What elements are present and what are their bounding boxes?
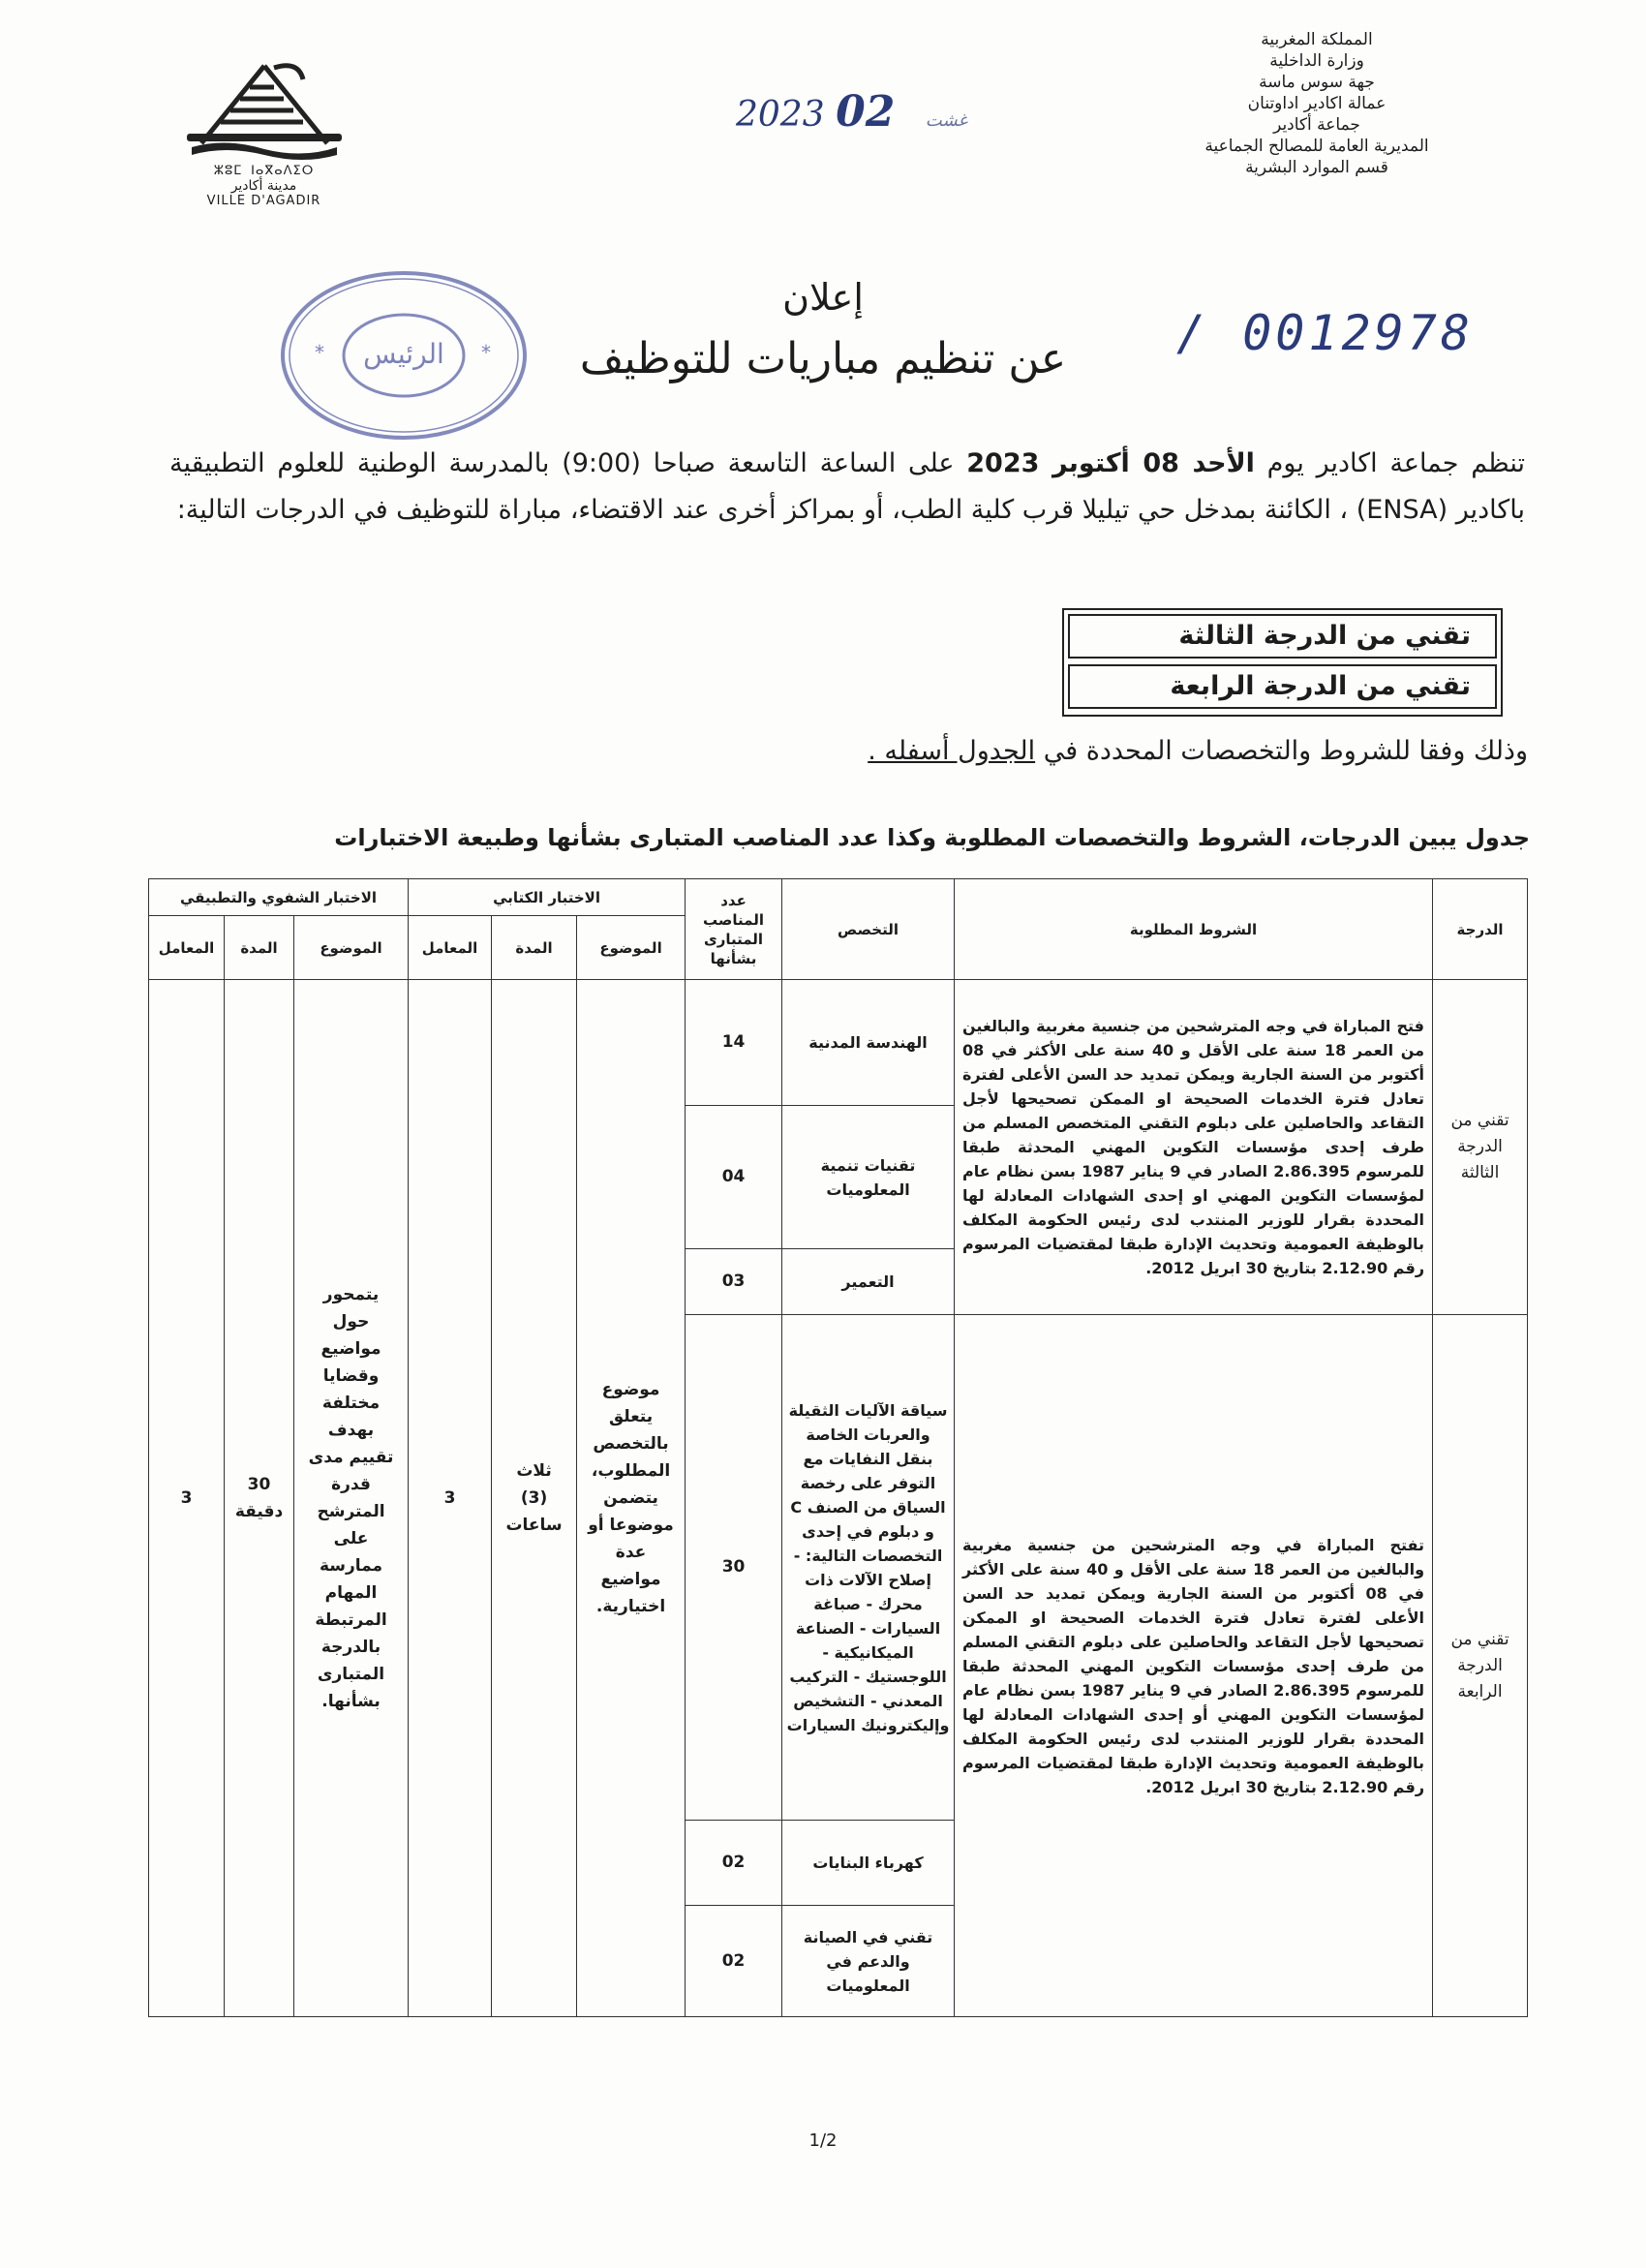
conditions-text: وذلك وفقا للشروط والتخصصات المحددة في — [1035, 736, 1528, 766]
header-written-duration: المدة — [492, 916, 577, 980]
oral-coef: 3 — [149, 980, 225, 2017]
agadir-logo — [179, 58, 349, 208]
grade4-posts: 02 — [686, 1906, 782, 2017]
grade3-specialty: التعمير — [782, 1249, 955, 1315]
grade4-specialty: كهرباء البنايات — [782, 1821, 955, 1906]
header-grade: الدرجة — [1433, 879, 1528, 980]
intro-part2: على الساعة التاسعة صباحا (9:00) بالمدرسة الوطنية للعلوم التطبيقية باكادير (ENSA) ، الكائنة بمدخل حي تيليلا قرب كلية الطب، أو بمراكز أخرى عند الاقتضاء، مباراة للتوظيف في الدرجات التالية: — [169, 448, 1525, 525]
recruitment-table — [148, 878, 1528, 2017]
logo-french: VILLE D'AGADIR — [206, 194, 321, 208]
table-caption: جدول يبين الدرجات، الشروط والتخصصات المطلوبة وكذا عدد المناصب المتبارى بشأنها وطبيعة الاختبارات — [334, 824, 1530, 851]
header-written-test: الاختبار الكتابي — [409, 879, 686, 916]
svg-text:*: * — [315, 341, 324, 364]
header-written-subject: الموضوع — [577, 916, 686, 980]
grade4-posts: 30 — [686, 1315, 782, 1821]
header-conditions: الشروط المطلوبة — [955, 879, 1433, 980]
oral-subject: يتمحور حول مواضيع وقضايا مختلفة بهدف تقييم مدى قدرة المترشح على ممارسة المهام المرتبطة بالدرجة المتبارى بشأنها. — [294, 980, 409, 2017]
grade3-specialty: الهندسة المدنية — [782, 980, 955, 1106]
written-subject: موضوع يتعلق بالتخصص المطلوب، يتضمن موضوعا أو عدة مواضيع اختيارية. — [577, 980, 686, 2017]
header-line: عمالة اكادير اداوتنان — [1247, 94, 1387, 113]
grade3-posts: 03 — [686, 1249, 782, 1315]
page-subtitle: عن تنظيم مباريات للتوظيف — [579, 334, 1067, 383]
conditions-underlined: الجدول أسفله . — [868, 736, 1036, 766]
header-line: جهة سوس ماسة — [1259, 73, 1375, 92]
header-oral-test: الاختبار الشفوي والتطبيقي — [149, 879, 409, 916]
handwritten-year: 2023 — [736, 95, 825, 135]
handwritten-day: 02 — [836, 87, 896, 137]
intro-date: الأحد 08 أكتوبر 2023 — [966, 448, 1255, 478]
header-written-coef: المعامل — [409, 916, 492, 980]
header-line: جماعة أكادير — [1273, 115, 1360, 135]
header-oral-coef: المعامل — [149, 916, 225, 980]
header-line: وزارة الداخلية — [1269, 51, 1364, 71]
svg-text:*: * — [481, 341, 491, 364]
grade3-posts: 14 — [686, 980, 782, 1106]
logo-arabic: مدينة أكادير — [230, 178, 297, 194]
grade3-label: تقني من الدرجة الثالثة — [1433, 980, 1528, 1315]
header-line: المديرية العامة للمصالح الجماعية — [1204, 137, 1429, 156]
grades-box — [1062, 608, 1503, 717]
grade4-specialty: سياقة الآليات الثقيلة والعربات الخاصة بنقل النفايات مع التوفر على رخصة السياق من الصنف C و دبلوم في إحدى التخصصات التالية: - إصلاح الآلات ذات محرك - صباغة السيارات - الصناعة الميكانيكية - اللوجستيك - التركيب المعدني - التشخيص وإليكترونيك السيارات — [782, 1315, 955, 1821]
serial-number: / 0012978 — [1176, 305, 1474, 361]
grade4-posts: 02 — [686, 1821, 782, 1906]
grade-item: تقني من الدرجة الرابعة — [1068, 664, 1497, 709]
header-line: قسم الموارد البشرية — [1245, 158, 1388, 177]
header-specialty: التخصص — [782, 879, 955, 980]
page-number: 1/2 — [808, 2130, 838, 2151]
grade3-posts: 04 — [686, 1106, 782, 1249]
conditions-line — [868, 736, 1528, 766]
header-line: المملكة المغربية — [1261, 30, 1373, 49]
grade4-conditions: تفتح المباراة في وجه المترشحين من جنسية مغربية والبالغين من العمر 18 سنة على الأقل و 40 سنة على الأكثر في 08 أكتوبر من السنة الجارية ويمكن تمديد حد السن الأعلى لفترة تعادل فترة الخدمات الصحيحة او الممكن تصحيحها لأجل التقاعد والحاصلين على دبلوم التقني المسلم من طرف إحدى مؤسسات التكوين المهني المحدثة طبقا للمرسوم 2.86.395 الصادر في 9 يناير 1987 بسن نظام عام لمؤسسات التكوين المهني أو إحدى الشهادات المعادلة لها المحددة بقرار للوزير المنتدب لدى رئيس الحكومة المكلف بالوظيفة العمومية وتحديث الإدارة طبقا لمقتضيات المرسوم رقم 2.12.90 بتاريخ 30 ابريل 2012. — [955, 1315, 1433, 2017]
oral-duration: 30 دقيقة — [225, 980, 294, 2017]
header-posts: عدد المناصب المتبارى بشأنها — [686, 879, 782, 980]
header-oral-duration: المدة — [225, 916, 294, 980]
handwritten-date — [736, 87, 987, 137]
intro-paragraph — [169, 441, 1525, 534]
agadir-logo-icon — [182, 58, 347, 160]
grade3-conditions: فتح المباراة في وجه المترشحين من جنسية مغربية والبالغين من العمر 18 سنة على الأقل و 40 سنة على الأكثر في 08 أكتوبر من السنة الجارية ويمكن تمديد حد السن الأعلى لفترة تعادل فترة الخدمات الصحيحة او الممكن تصحيحها لأجل التقاعد والحاصلين على دبلوم التقني المتخصص المسلم من طرف إحدى مؤسسات التكوين المهني المحدثة طبقا للمرسوم 2.86.395 الصادر في 9 يناير 1987 بسن نظام عام لمؤسسات التكوين المهني او إحدى الشهادات المعادلة لها المحددة بقرار للوزير المنتدب لدى رئيس الحكومة المكلف بالوظيفة العمومية وتحديث الإدارة طبقا لمقتضيات المرسوم رقم 2.12.90 بتاريخ 30 ابريل 2012. — [955, 980, 1433, 1315]
written-duration: ثلاث (3) ساعات — [492, 980, 577, 2017]
page-title: إعلان — [782, 276, 864, 319]
header-administration — [1172, 29, 1462, 178]
handwritten-month: غشت — [925, 110, 967, 131]
logo-tifinagh: ⵣⵓⵎ ⵏⴰⴳⴰⴷⵉⵔ — [213, 164, 315, 178]
grade4-specialty: تقني في الصيانة والدعم في المعلوميات — [782, 1906, 955, 2017]
grade-item: تقني من الدرجة الثالثة — [1068, 614, 1497, 659]
intro-part1: تنظم جماعة اكادير يوم — [1254, 448, 1525, 478]
stamp-center-text: الرئيس — [363, 338, 444, 370]
written-coef: 3 — [409, 980, 492, 2017]
header-oral-subject: الموضوع — [294, 916, 409, 980]
grade4-label: تقني من الدرجة الرابعة — [1433, 1315, 1528, 2017]
grade3-specialty: تقنيات تنمية المعلوميات — [782, 1106, 955, 1249]
